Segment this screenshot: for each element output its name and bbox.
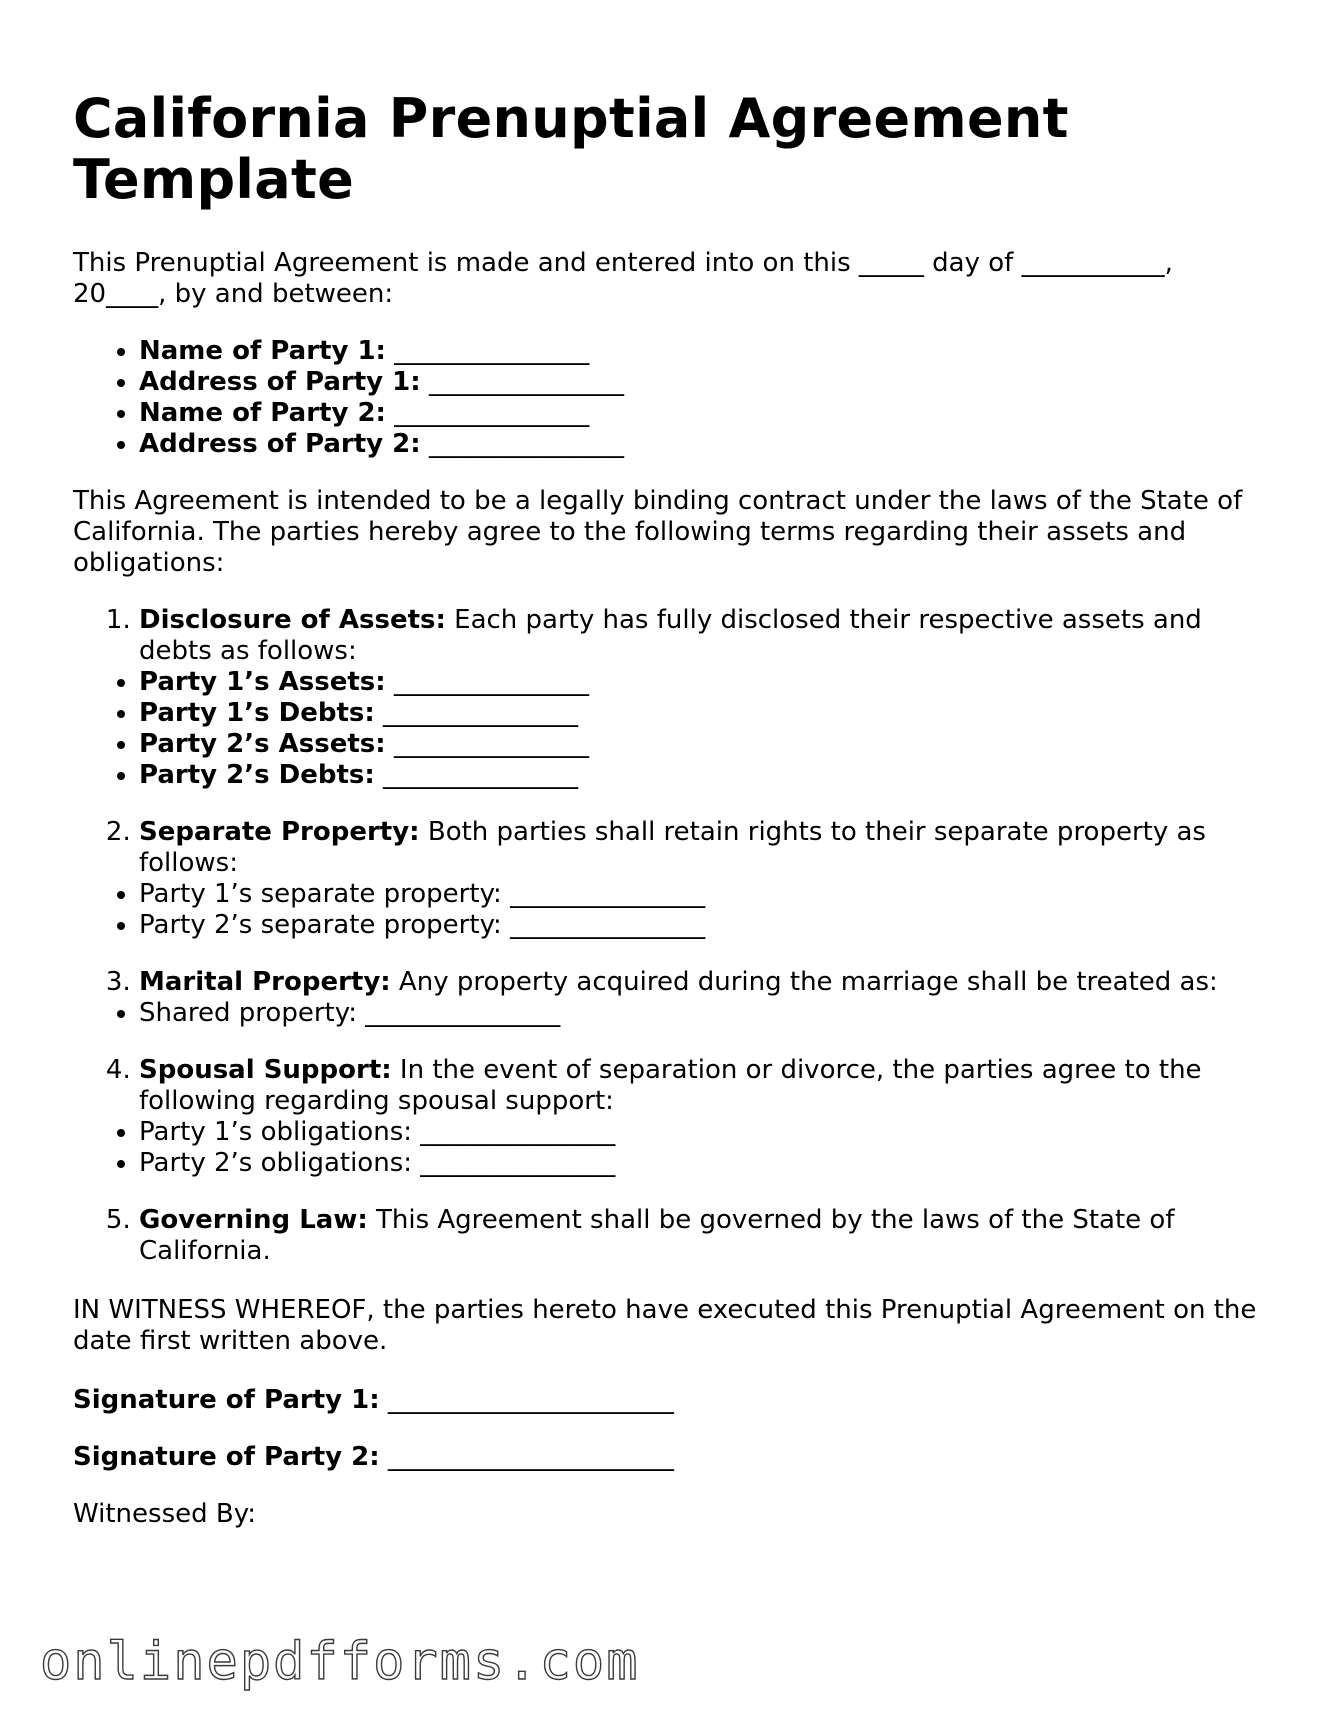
field-label: Party 2’s separate property:: [139, 910, 502, 940]
field-label: Party 1’s Debts:: [139, 698, 375, 728]
list-item: [139, 1117, 1273, 1148]
term-governing-law: [139, 1205, 1273, 1267]
list-item: [139, 1148, 1273, 1179]
field-label: Party 1’s Assets:: [139, 667, 386, 697]
term-text: This Agreement shall be governed by the laws of the State of California.: [139, 1205, 1175, 1266]
party-field: [139, 336, 1273, 367]
term-heading: Disclosure of Assets:: [139, 605, 446, 635]
document-title: California Prenuptial Agreement Template: [73, 87, 1069, 211]
party-field: [139, 398, 1273, 429]
term-text: Any property acquired during the marriage shall be treated as:: [390, 967, 1218, 997]
fill-blank: _______________: [383, 760, 579, 790]
term-separate-property: [139, 817, 1273, 879]
fill-blank: _______________: [383, 698, 579, 728]
fill-blank: _______________: [393, 667, 589, 697]
field-label: Party 2’s obligations:: [139, 1148, 412, 1178]
field-label: Party 2’s Assets:: [139, 729, 386, 759]
list-item: [139, 910, 1273, 941]
signature-label: Signature of Party 1:: [73, 1385, 380, 1415]
list-item: [139, 879, 1273, 910]
witness-clause: IN WITNESS WHEREOF, the parties hereto have executed this Prenuptial Agreement on the date first written above.: [73, 1295, 1257, 1356]
signature-blank: ______________________: [387, 1442, 674, 1472]
term-items: [73, 1117, 1273, 1179]
term-marital-property: [139, 967, 1273, 998]
signature-blank: ______________________: [387, 1385, 674, 1415]
term-heading: Spousal Support:: [139, 1055, 392, 1085]
signature-label: Signature of Party 2:: [73, 1442, 380, 1472]
field-label: Address of Party 2:: [139, 429, 421, 459]
fill-blank: _______________: [428, 367, 624, 397]
party-field: [139, 429, 1273, 460]
field-label: Shared property:: [139, 998, 357, 1028]
intro-paragraph: This Prenuptial Agreement is made and entered into on this _____ day of ___________, 20____, by and between:: [73, 248, 1173, 309]
term-spousal-support: [139, 1055, 1273, 1117]
witnessed-by-label: Witnessed By:: [73, 1499, 256, 1529]
field-label: Name of Party 2:: [139, 398, 386, 428]
fill-blank: _______________: [420, 1117, 616, 1147]
term-heading: Governing Law:: [139, 1205, 368, 1235]
terms-list: [73, 605, 1273, 667]
field-label: Party 1’s separate property:: [139, 879, 502, 909]
field-label: Name of Party 1:: [139, 336, 386, 366]
list-item: [139, 698, 1273, 729]
signature-line-party-1: [73, 1385, 1273, 1416]
field-label: Address of Party 1:: [139, 367, 421, 397]
document-page: [73, 88, 1273, 1530]
term-text: In the event of separation or divorce, the parties agree to the following regarding spousal support:: [139, 1055, 1202, 1116]
term-heading: Marital Property:: [139, 967, 391, 997]
term-text: Each party has fully disclosed their respective assets and debts as follows:: [139, 605, 1202, 666]
term-disclosure: [139, 605, 1273, 667]
party-field: [139, 367, 1273, 398]
field-label: Party 1’s obligations:: [139, 1117, 412, 1147]
term-heading: Separate Property:: [139, 817, 420, 847]
fill-blank: _______________: [394, 336, 590, 366]
watermark-logo: onlinepdfforms.com: [40, 1632, 640, 1692]
list-item: [139, 667, 1273, 698]
fill-blank: _______________: [394, 398, 590, 428]
terms-list: [73, 817, 1273, 879]
terms-list: [73, 967, 1273, 998]
fill-blank: _______________: [510, 910, 706, 940]
term-items: [73, 998, 1273, 1029]
fill-blank: _______________: [428, 429, 624, 459]
list-item: [139, 729, 1273, 760]
parties-list: [73, 336, 1273, 460]
list-item: [139, 760, 1273, 791]
agreement-paragraph: This Agreement is intended to be a legally binding contract under the laws of the State of California. The parties hereby agree to the following terms regarding their assets and obligations:: [73, 486, 1243, 578]
terms-list: [73, 1205, 1273, 1267]
list-item: [139, 998, 1273, 1029]
terms-list: [73, 1055, 1273, 1117]
fill-blank: _______________: [510, 879, 706, 909]
fill-blank: _______________: [420, 1148, 616, 1178]
term-text: Both parties shall retain rights to their separate property as follows:: [139, 817, 1206, 878]
fill-blank: _______________: [393, 729, 589, 759]
signature-line-party-2: [73, 1442, 1273, 1473]
fill-blank: _______________: [365, 998, 561, 1028]
term-items: [73, 667, 1273, 791]
field-label: Party 2’s Debts:: [139, 760, 375, 790]
term-items: [73, 879, 1273, 941]
